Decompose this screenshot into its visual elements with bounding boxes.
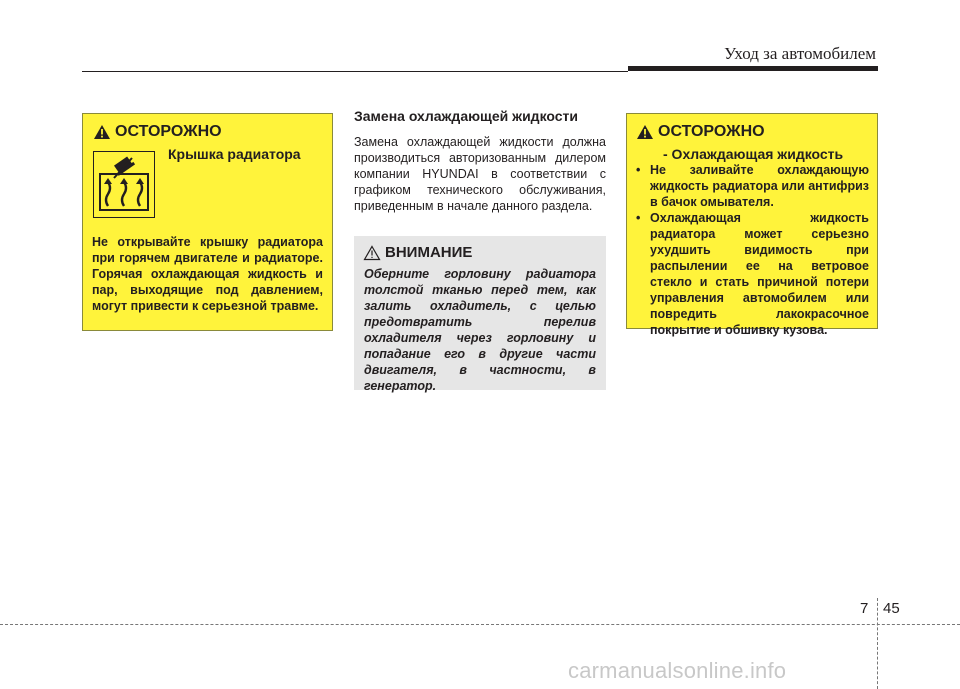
caution-heading-text: ОСТОРОЖНО <box>115 123 222 140</box>
page-divider <box>877 598 878 689</box>
caution-subtitle: Крышка радиатора <box>168 146 301 162</box>
chapter-number: 7 <box>860 600 869 617</box>
notice-heading <box>363 244 472 261</box>
caution-box-coolant <box>626 113 878 337</box>
notice-box <box>354 236 606 393</box>
list-item <box>636 162 869 210</box>
section-body: Замена охлаждающей жидкости должна производиться авторизованным дилером компании HYUNDAI в соответствии с графиком технического обслуживания, приведенным в начале данного раздела. <box>354 135 606 213</box>
list-item-text: Охлаждающая жидкость радиатора может серьезно ухудшить видимость при распылении ее на ветровое стекло и стать причиной потери управления автомобилем или повредить лакокрасочное покрытие и обшивку кузова. <box>650 211 869 337</box>
radiator-cap-hot-icon <box>93 151 155 218</box>
list-item <box>636 210 869 338</box>
header-rule <box>82 71 628 72</box>
bullet: • <box>636 211 641 225</box>
caution-heading-text: ОСТОРОЖНО <box>658 123 765 140</box>
section-title: Замена охлаждающей жидкости <box>354 108 579 124</box>
warning-triangle-icon <box>363 245 381 261</box>
caution-list <box>636 162 869 338</box>
watermark: carmanualsonline.info <box>568 658 787 683</box>
notice-heading-text: ВНИМАНИЕ <box>385 244 473 261</box>
bullet: • <box>636 163 641 177</box>
caution-heading <box>93 123 222 141</box>
page-header-title: Уход за автомобилем <box>724 44 876 63</box>
list-item-text: Не заливайте охлаждающую жидкость радиатора или антифриз в бачок омывателя. <box>650 163 869 209</box>
warning-triangle-icon <box>93 124 111 140</box>
caution-body: Не открывайте крышку радиатора при горячем двигателе и радиаторе. Горячая охлаждающая жидкость и пар, выходящие под давлением, могут привести к серьезной травме. <box>92 235 323 313</box>
notice-body: Оберните горловину радиатора толстой тканью перед тем, как залить охладитель, с целью предотвратить перелив охладителя через горловину и попадание его в другие части двигателя, в частности, в генератор. <box>364 267 596 393</box>
page-number: 45 <box>883 600 900 617</box>
caution-heading <box>636 123 765 141</box>
caution-box-radiator-cap <box>82 113 333 331</box>
footer-rule <box>0 624 960 625</box>
header-rule-thick <box>628 66 878 71</box>
caution-subtitle: - Охлаждающая жидкость <box>663 146 844 162</box>
warning-triangle-icon <box>636 124 654 140</box>
